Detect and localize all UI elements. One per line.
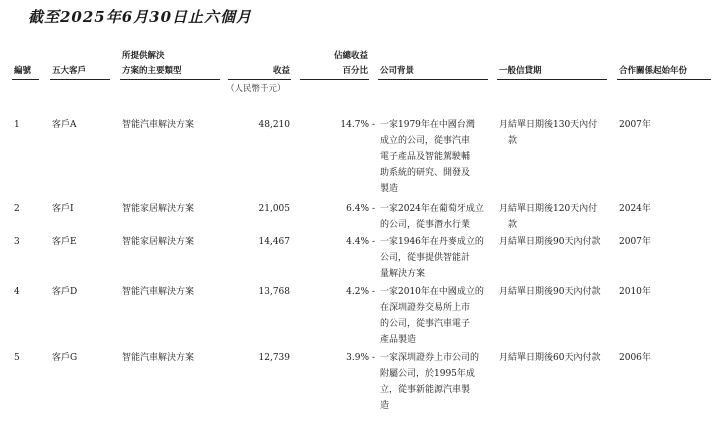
revenue-percentage: 4.2% [346, 287, 369, 297]
solution-type: 智能汽車解決方案 [122, 353, 195, 363]
header-rule-since [617, 79, 711, 80]
customer-name: 客戶E [52, 237, 77, 247]
revenue-percentage: 6.4% [346, 204, 369, 214]
revenue-unit: （人民幣千元） [226, 84, 286, 94]
revenue-percentage: 3.9% [346, 353, 369, 363]
company-background-line: 量解決方案 [380, 269, 426, 279]
company-background-line: 立，從事新能源汽車製 [380, 385, 471, 395]
solution-type: 智能家居解決方案 [122, 204, 195, 214]
header-rule-pct [300, 79, 369, 80]
bullet-dash: - [372, 237, 376, 247]
header-rule-revenue [228, 79, 291, 80]
header-solution-line2: 方案的主要類型 [122, 66, 182, 76]
company-background-line: 公司，從事提供智能計 [380, 253, 471, 263]
company-background-line: 電子產品及智能駕駛輔 [380, 152, 471, 162]
header-credit: 一般信貸期 [499, 66, 542, 76]
company-background-line: 成立的公司，從事汽車 [380, 136, 471, 146]
credit-period-line: 月結單日期後60天內付款 [499, 353, 601, 363]
credit-period-line: 月結單日期後90天內付款 [499, 287, 601, 297]
company-background-line: 附屬公司，於1995年成 [380, 369, 475, 379]
credit-period-line: 月結單日期後90天內付款 [499, 237, 601, 247]
customer-name: 客戶A [52, 120, 77, 130]
row-number: 3 [14, 237, 20, 247]
customer-name: 客戶I [52, 204, 74, 214]
company-background-line: 產品製造 [380, 335, 417, 345]
solution-type: 智能家居解決方案 [122, 237, 195, 247]
header-customer: 五大客戶 [52, 66, 87, 76]
row-number: 4 [14, 287, 20, 297]
credit-period-line: 月結單日期後120天內付 [499, 204, 598, 214]
header-since: 合作關係起始年份 [619, 66, 688, 76]
company-background-line: 一家2010年在中國成立的 [380, 287, 484, 297]
header-revenue: 收益 [272, 66, 290, 76]
bullet-dash: - [372, 120, 376, 130]
bullet-dash: - [372, 353, 376, 363]
revenue-value: 13,768 [258, 287, 290, 297]
header-no: 編號 [14, 66, 32, 76]
relationship-start-year: 2010年 [619, 287, 651, 297]
company-background-line: 一家深圳證券上市公司的 [380, 353, 480, 363]
relationship-start-year: 2024年 [619, 204, 651, 214]
company-background-line: 一家1979年在中國台灣 [380, 120, 475, 130]
company-background-line: 一家2024年在葡萄牙成立 [380, 204, 484, 214]
credit-period-line: 月結單日期後130天內付 [499, 120, 598, 130]
relationship-start-year: 2007年 [619, 120, 651, 130]
company-background-line: 在深圳證券交易所上市 [380, 303, 471, 313]
credit-period-line: 款 [508, 220, 518, 230]
revenue-value: 21,005 [258, 204, 290, 214]
header-pct-line1: 佔總收益 [333, 51, 368, 61]
credit-period-line: 款 [508, 136, 518, 146]
bullet-dash: - [372, 287, 376, 297]
customer-name: 客戶G [52, 353, 78, 363]
revenue-value: 12,739 [258, 353, 290, 363]
header-pct-line2: 百分比 [342, 66, 368, 76]
header-solution-line1: 所提供解決 [122, 51, 165, 61]
customer-name: 客戶D [52, 287, 78, 297]
solution-type: 智能汽車解決方案 [122, 287, 195, 297]
row-number: 5 [14, 353, 20, 363]
revenue-percentage: 4.4% [346, 237, 369, 247]
row-number: 1 [14, 120, 20, 130]
company-background-line: 的公司，從事汽車電子 [380, 319, 471, 329]
company-background-line: 造 [380, 401, 390, 411]
page-title: 截至2025年6月30日止六個月 [28, 8, 253, 26]
header-rule-customer [50, 79, 110, 80]
revenue-value: 14,467 [258, 237, 290, 247]
header-rule-no [12, 79, 39, 80]
bullet-dash: - [372, 204, 376, 214]
revenue-value: 48,210 [258, 120, 290, 130]
header-rule-credit [497, 79, 607, 80]
company-background-line: 製造 [380, 184, 399, 194]
relationship-start-year: 2007年 [619, 237, 651, 247]
header-rule-background [378, 79, 488, 80]
company-background-line: 一家1946年在丹麥成立的 [380, 237, 484, 247]
header-rule-solution [120, 79, 220, 80]
revenue-percentage: 14.7% [340, 120, 369, 130]
company-background-line: 的公司，從事潛水行業 [380, 220, 471, 230]
solution-type: 智能汽車解決方案 [122, 120, 195, 130]
company-background-line: 助系統的研究、開發及 [380, 168, 471, 178]
relationship-start-year: 2006年 [619, 353, 651, 363]
row-number: 2 [14, 204, 20, 214]
header-background: 公司背景 [380, 66, 415, 76]
